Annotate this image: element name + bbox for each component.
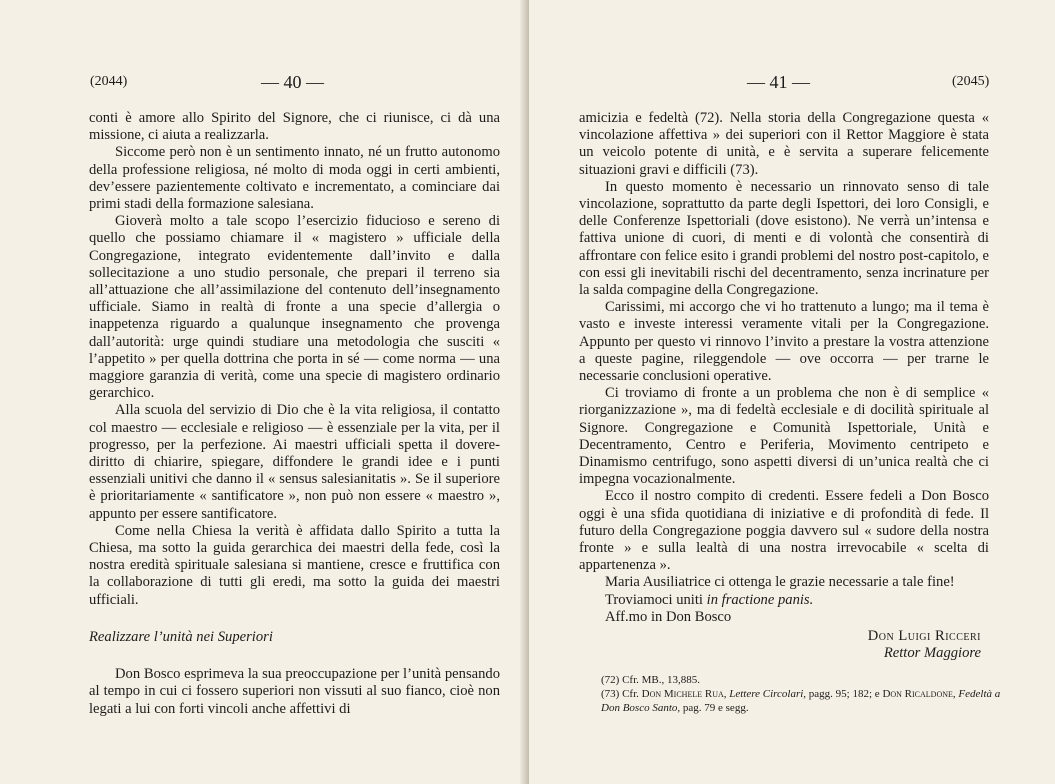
footnotes bbox=[601, 673, 1001, 715]
footnote-73-pages-2: pag. 79 e segg. bbox=[682, 702, 749, 714]
right-paragraph-2: In questo momento è necessario un rinnovato senso di tale vincolazione, soprattutto da parte degli Ispettori, dei loro Consigli, e delle Conferenze Ispettoriali (dove esistono). Ne verrà un’intensa e fattiva unione di cuori, di menti e di volontà che consentirà di affrontare con felice esito i grandi problemi del nostro post-capitolo, e con essi gli inevitabili rischi del decentramento, senza incrinature per la salda compagine della Congregazione. bbox=[579, 178, 989, 299]
signature-name: Don Luigi Ricceri bbox=[867, 628, 981, 645]
right-page-number: — 41 — bbox=[747, 72, 810, 92]
signature-block bbox=[579, 628, 989, 662]
left-paragraph-2: Siccome però non è un sentimento innato, né un frutto autonomo della professione religiosa, né molto di moda oggi in certi ambienti, dev’essere pazientemente coltivato e incrementato, a cominciare dai primi stadi della formazione salesiana. bbox=[89, 144, 500, 213]
footnote-73-title-1: Lettere Circolari, bbox=[729, 688, 807, 700]
footnote-72: (72) Cfr. MB., 13,885. bbox=[601, 674, 700, 686]
footnote-73-title-2: Fedeltà a Don Bosco Santo, bbox=[601, 688, 1001, 714]
right-closing-line-2b: in fractione panis. bbox=[706, 591, 814, 608]
right-paragraph-4: Ci troviamo di fronte a un problema che non è di semplice « riorganizzazione », ma di fedeltà ecclesiale e di docilità spirituale al Signore. Congregazione e Comunità Ispettoriale, Unità e Decentramento, Centro e Periferia, Movimento centripeto e Dinamismo centrifugo, sono aspetti diversi di un’unica realtà che ci impegna vocazionalmente. bbox=[579, 385, 989, 488]
right-closing-line-3: Aff.mo in Don Bosco bbox=[605, 608, 732, 625]
footnote-73-author-1: Don Michele Rua, bbox=[641, 688, 727, 700]
left-paragraph-4: Alla scuola del servizio di Dio che è la vita religiosa, il contatto col maestro — ecclesiale e religioso — è essenziale per la vita, per il progresso, per la perfezione. Ai maestri ufficiali spetta il dovere-diritto di chiarire, spiegare, diffondere le grandi idee e i punti essenziali unitivi che danno il « sensus salesianitatis ». Se il superiore è prioritariamente « santificatore », non può non essere « maestro », appunto per essere santificatore. bbox=[89, 402, 500, 522]
right-closing-line-1: Maria Ausiliatrice ci ottenga le grazie necessarie a tale fine! bbox=[605, 574, 955, 591]
footnote-73-pages-1: pagg. 95; 182; e bbox=[808, 688, 880, 700]
right-closing-line-2 bbox=[579, 592, 989, 609]
left-paragraph-6: Don Bosco esprimeva la sua preoccupazione per l’unità pensando al tempo in cui ci fossero superiori non vissuti al suo fianco, cioè non legati a lui con forti vincoli anche affettivi di bbox=[89, 666, 500, 717]
right-paragraph-1: amicizia e fedeltà (72). Nella storia della Congregazione questa « vincolazione affettiva » dei superiori con il Rettor Maggiore è stata un veicolo potente di unità, e è servita a superare felicemente situazioni gravi e difficili (73). bbox=[579, 110, 989, 178]
left-section-title: Realizzare l’unità nei Superiori bbox=[89, 628, 273, 645]
left-catalog-number: (2044) bbox=[90, 74, 128, 89]
footnote-73-cfr: (73) Cfr. bbox=[601, 688, 639, 700]
right-paragraph-3: Carissimi, mi accorgo che vi ho trattenuto a lungo; ma il tema è vasto e investe interessi veramente vitali per la Congregazione. Appunto per questo vi rinnovo l’invito a prestare la vostra attenzione a queste pagine, rileggendole — ove occorra — per trarne le necessarie conclusioni operative. bbox=[579, 299, 989, 385]
left-text-block bbox=[89, 110, 500, 718]
footnote-73 bbox=[601, 687, 1001, 715]
left-paragraph-3: Gioverà molto a tale scopo l’esercizio fiducioso e sereno di quello che possiamo chiamare il « magistero » ufficiale della Congregazione, integrato evidentemente dall’invito e dalla sollecitazione a uno studio personale, che prepari il terreno sia all’attuazione che all’assimilazione del contenuto dell’insegnamento ufficiale. Siamo in realtà di fronte a una specie d’allergia o inappetenza riguardo a qualunque insegnamento che provenga dall’autorità: urge quindi studiare una metodologia che susciti « l’appetito » per quella dottrina che porta in sé — come norma — una maggiore garanzia di verità, come una specie di magistero ordinario gerarchico. bbox=[89, 213, 500, 402]
right-paragraph-5: Ecco il nostro compito di credenti. Essere fedeli a Don Bosco oggi è una sfida quotidiana di iniziative e di profondità di fede. Il futuro della Congregazione poggia davvero sul « sudore della nostra fronte » e sulla lealtà di una nostra irrevocabile « scelta di appartenenza ». bbox=[579, 488, 989, 574]
signature-role: Rettor Maggiore bbox=[883, 645, 981, 662]
left-paragraph-1: conti è amore allo Spirito del Signore, che ci riunisce, ci dà una missione, ci aiuta a realizzarla. bbox=[89, 110, 500, 144]
left-page-number: — 40 — bbox=[261, 72, 324, 92]
footnote-73-author-2: Don Ricaldone, bbox=[882, 688, 956, 700]
right-text-block bbox=[579, 110, 989, 663]
right-closing-line-2a: Troviamoci uniti bbox=[605, 591, 703, 608]
left-paragraph-5: Come nella Chiesa la verità è affidata dallo Spirito a tutta la Chiesa, ma sotto la guida gerarchica dei maestri della fede, così la nostra eredità spirituale salesiana si mantiene, cresce e fruttifica con la collaborazione di tutti gli eredi, ma sotto la guida dei maestri ufficiali. bbox=[89, 522, 500, 608]
right-catalog-number: (2045) bbox=[952, 74, 990, 89]
right-page bbox=[529, 0, 1055, 784]
left-page bbox=[0, 0, 527, 784]
